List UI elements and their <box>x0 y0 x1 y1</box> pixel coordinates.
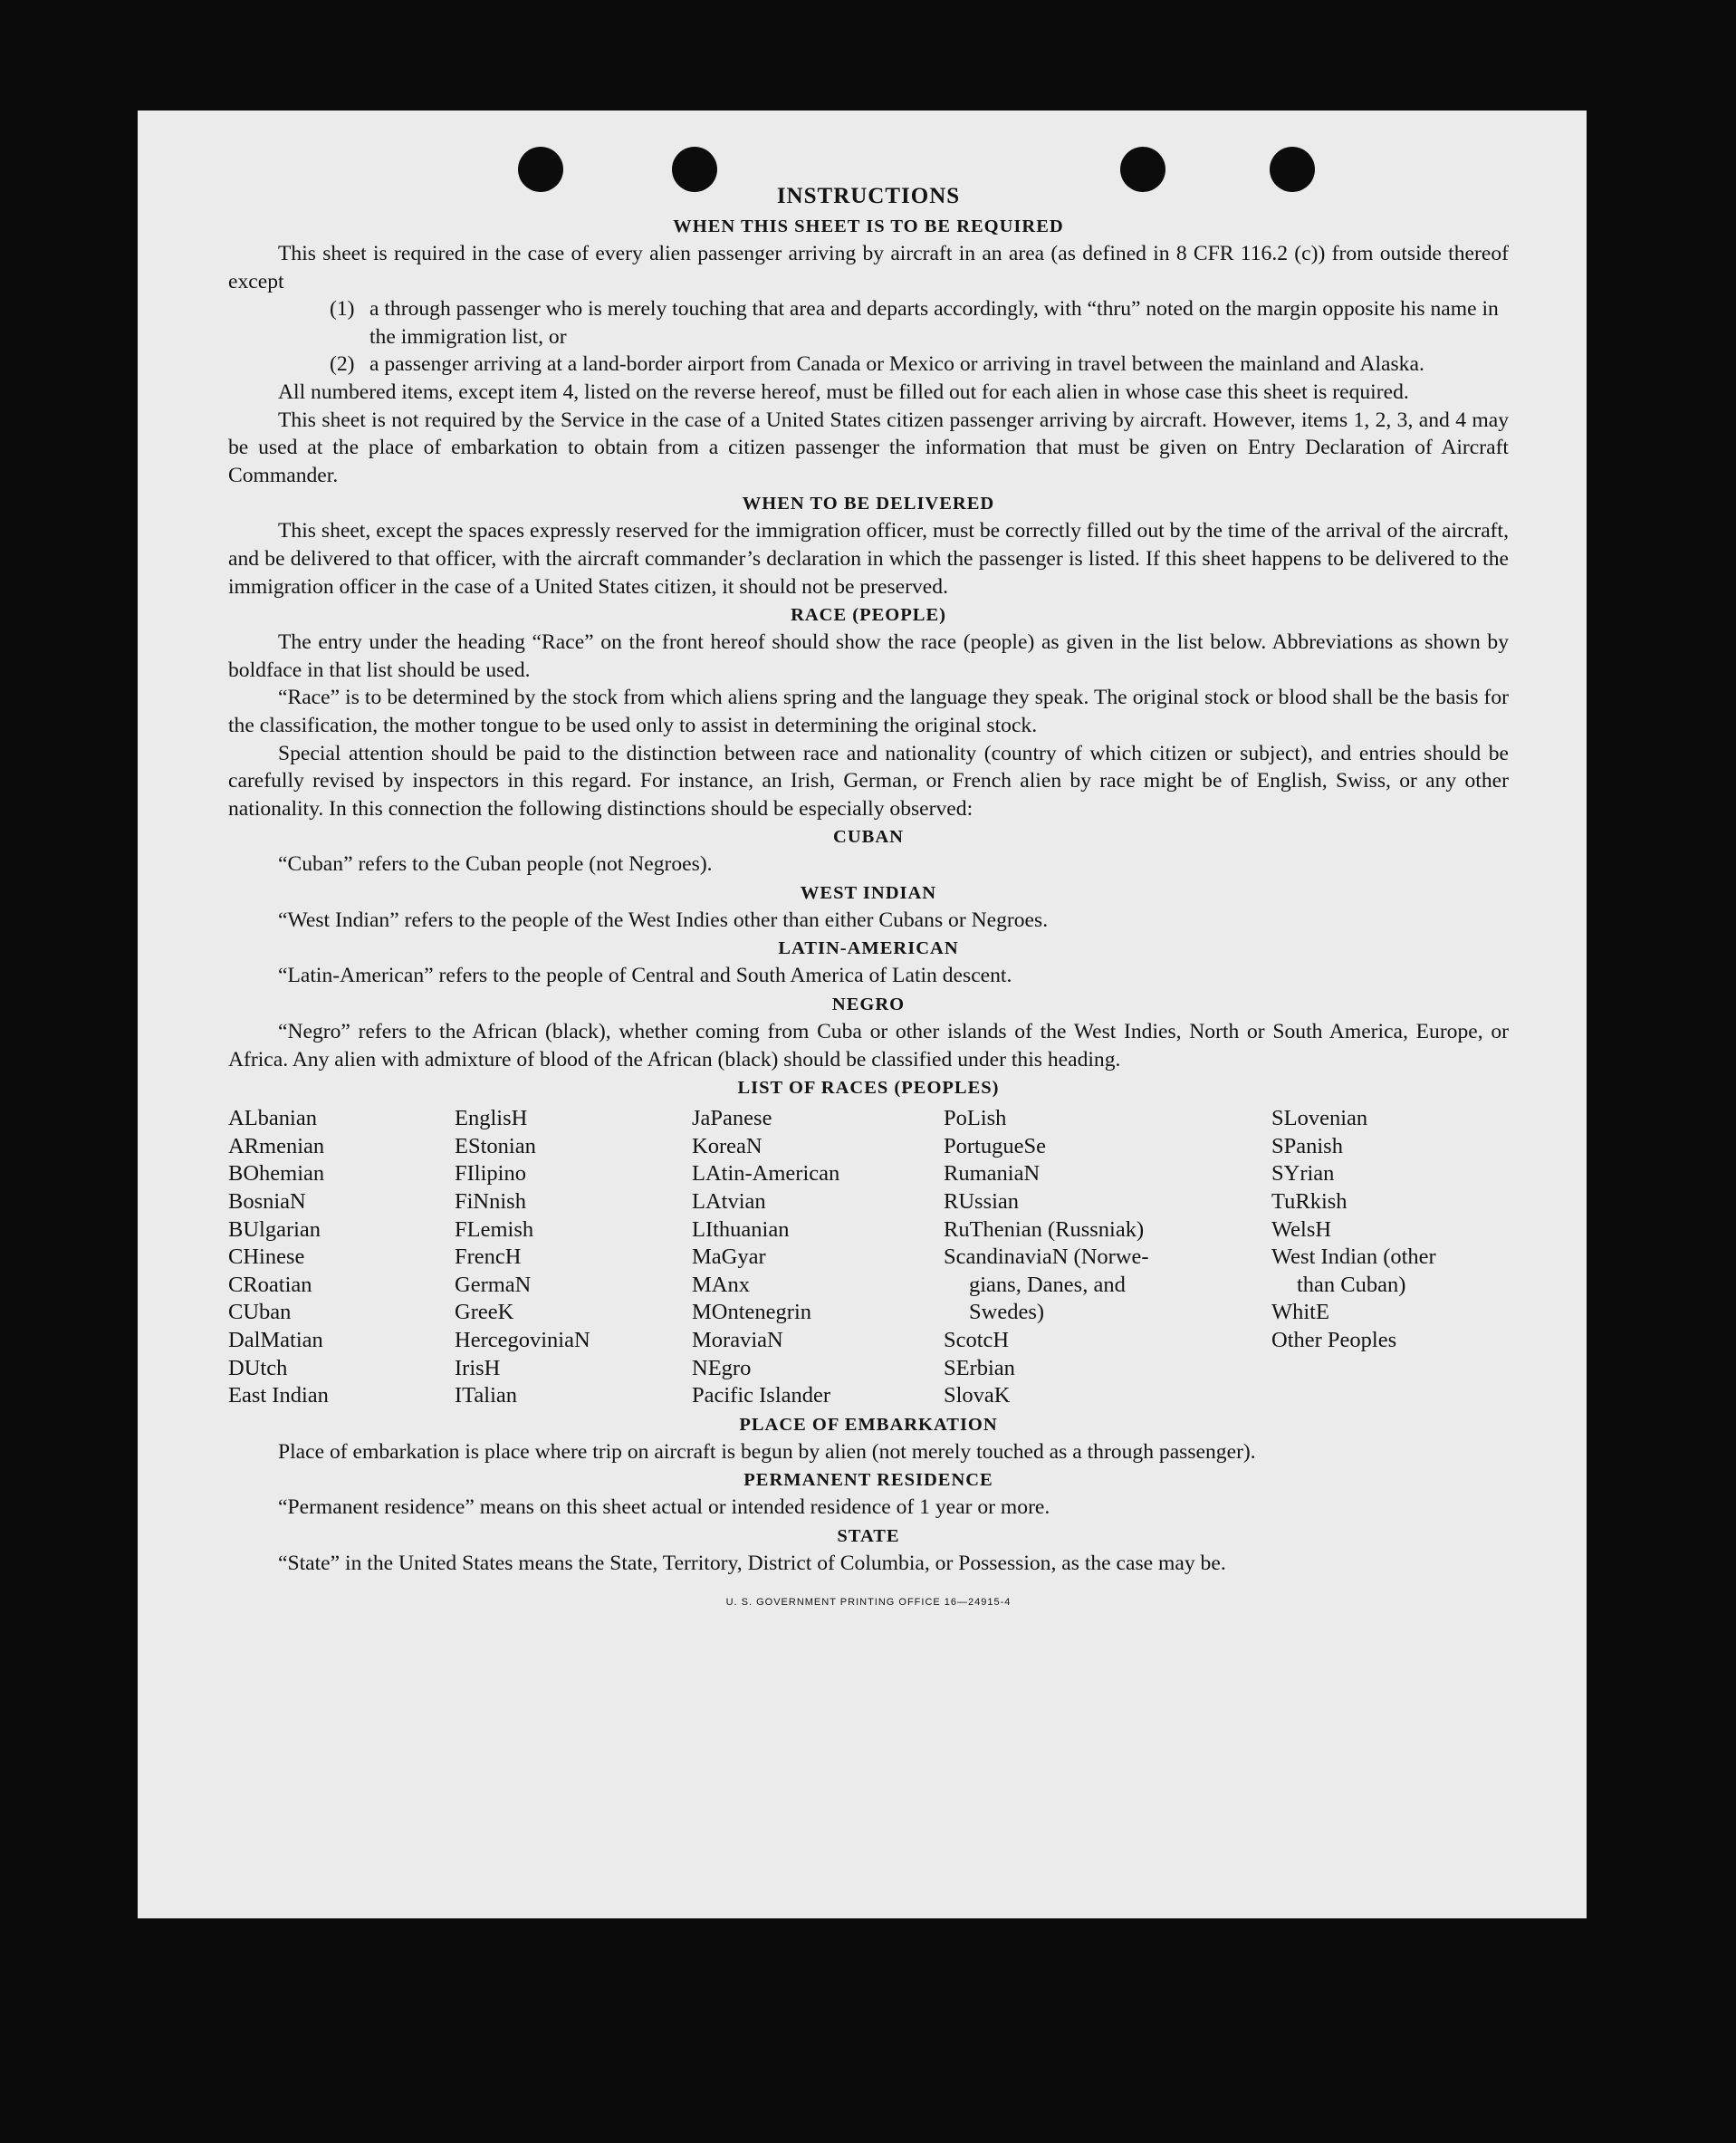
race-entry: BosniaN <box>228 1189 306 1215</box>
race-entry: DUtch <box>228 1355 288 1380</box>
race-entry: SPanish <box>1271 1133 1343 1158</box>
paragraph: “Latin-American” refers to the people of Central and South America of Latin descent. <box>278 964 1012 988</box>
item-text: a through passenger who is merely touching that area and departs accordingly, with “thru” noted on the margin opposite his name in the immigration list, or <box>369 297 1499 349</box>
race-entry: SlovaK <box>944 1383 1011 1408</box>
race-entry: WelsH <box>1271 1216 1332 1242</box>
race-entry: TuRkish <box>1271 1189 1348 1215</box>
race-entry: than Cuban) <box>1297 1272 1406 1297</box>
races-list <box>228 1105 1509 1410</box>
paragraph: This sheet is required in the case of every alien passenger arriving by aircraft in an area (as defined in 8 CFR 116.2 (c)) from outside thereof except <box>228 242 1509 293</box>
race-entry: RuThenian (Russniak) <box>944 1216 1145 1242</box>
races-column <box>944 1105 1271 1410</box>
paragraph: Place of embarkation is place where trip on aircraft is begun by alien (not merely touched as a through passenger). <box>278 1439 1256 1464</box>
race-entry: ARmenian <box>228 1133 325 1158</box>
race-entry: MaGyar <box>692 1244 766 1270</box>
race-entry: CHinese <box>228 1244 305 1270</box>
race-entry: FiNnish <box>455 1189 526 1215</box>
heading-when-required: WHEN THIS SHEET IS TO BE REQUIRED <box>673 216 1064 236</box>
race-entry: CRoatian <box>228 1272 312 1297</box>
race-entry: ScotcH <box>944 1328 1010 1352</box>
race-entry: RUssian <box>944 1189 1020 1215</box>
heading-west-indian: WEST INDIAN <box>800 882 937 903</box>
races-column <box>228 1105 455 1410</box>
item-number: (2) <box>330 352 355 377</box>
races-column <box>455 1105 692 1410</box>
paragraph: “Negro” refers to the African (black), whether coming from Cuba or other islands of the West Indies, North or South America, Europe, or Africa. Any alien with admixture of blood of the African (black) should be classified under this heading. <box>228 1020 1509 1072</box>
list-item <box>330 351 1509 379</box>
race-entry: LIthuanian <box>692 1216 790 1242</box>
race-entry: LAtin-American <box>692 1161 840 1187</box>
race-entry: SErbian <box>944 1355 1015 1380</box>
race-entry: MoraviaN <box>692 1328 783 1352</box>
race-entry: DalMatian <box>228 1328 323 1352</box>
heading-when-delivered: WHEN TO BE DELIVERED <box>742 494 995 514</box>
heading-list-of-races: LIST OF RACES (PEOPLES) <box>737 1078 1000 1099</box>
page-title: INSTRUCTIONS <box>776 184 961 208</box>
race-entry: SLovenian <box>1271 1106 1368 1131</box>
paragraph: This sheet is not required by the Service in the case of a United States citizen passenger arriving by aircraft. However, items 1, 2, 3, and 4 may be used at the place of embarkation to obtain from a citizen passenger the information that must be given on Entry Declaration of Aircraft Commander. <box>228 408 1509 487</box>
paragraph: “West Indian” refers to the people of the West Indies other than either Cubans or Negroes. <box>278 908 1049 932</box>
printer-imprint: U. S. GOVERNMENT PRINTING OFFICE 16—24915-4 <box>725 1596 1012 1608</box>
race-entry: HercegoviniaN <box>455 1328 590 1352</box>
paragraph: Special attention should be paid to the distinction between race and nationality (country of which citizen or subject), and entries should be carefully revised by inspectors in this regard. For instance, an Irish, German, or French alien by race might be of English, Swiss, or any other nationality. In this connection the following distinctions should be especially observed: <box>228 741 1509 821</box>
race-entry: East Indian <box>228 1383 329 1408</box>
race-entry: RumaniaN <box>944 1161 1041 1187</box>
races-column <box>692 1105 944 1410</box>
race-entry: ScandinaviaN (Norwe- <box>944 1244 1149 1270</box>
instructions-content <box>228 181 1509 1616</box>
race-entry: WhitE <box>1271 1300 1329 1325</box>
race-entry: KoreaN <box>692 1133 762 1158</box>
heading-cuban: CUBAN <box>833 827 904 848</box>
heading-latin-american: LATIN-AMERICAN <box>778 938 959 959</box>
race-entry: MOntenegrin <box>692 1300 811 1325</box>
race-entry: JaPanese <box>692 1106 772 1131</box>
race-entry: FIlipino <box>455 1161 526 1187</box>
race-entry: PoLish <box>944 1106 1007 1131</box>
race-entry: GermaN <box>455 1272 532 1297</box>
heading-negro: NEGRO <box>831 995 906 1015</box>
race-entry: BOhemian <box>228 1161 325 1187</box>
race-entry: ALbanian <box>228 1106 317 1131</box>
race-entry: FrencH <box>455 1244 522 1270</box>
heading-embarkation: PLACE OF EMBARKATION <box>739 1414 998 1435</box>
item-text: a passenger arriving at a land-border airport from Canada or Mexico or arriving in travel between the mainland and Alaska. <box>369 352 1424 377</box>
race-entry: PortugueSe <box>944 1133 1046 1158</box>
paragraph: This sheet, except the spaces expressly reserved for the immigration officer, must be correctly filled out by the time of the arrival of the aircraft, and be delivered to that officer, with the aircraft commander’s declaration in which the passenger is listed. If this sheet happens to be delivered to the immigration officer in the case of a United States citizen, it should not be preserved. <box>228 519 1509 599</box>
race-entry: West Indian (other <box>1271 1244 1436 1270</box>
race-entry: GreeK <box>455 1300 514 1325</box>
item-number: (1) <box>330 297 355 322</box>
race-entry: FLemish <box>455 1216 534 1242</box>
paragraph: All numbered items, except item 4, listed on the reverse hereof, must be filled out for each alien in whose case this sheet is required. <box>278 380 1409 404</box>
race-entry: ITalian <box>455 1383 518 1408</box>
race-entry: EnglisH <box>455 1106 528 1131</box>
heading-permanent-residence: PERMANENT RESIDENCE <box>743 1470 993 1491</box>
race-entry: Swedes) <box>969 1300 1045 1325</box>
paragraph: “State” in the United States means the State, Territory, District of Columbia, or Possession, as the case may be. <box>278 1551 1226 1575</box>
race-entry: Pacific Islander <box>692 1383 831 1408</box>
race-entry: NEgro <box>692 1355 752 1380</box>
race-entry: LAtvian <box>692 1189 766 1215</box>
race-entry: Other Peoples <box>1271 1328 1397 1352</box>
race-entry: SYrian <box>1271 1161 1335 1187</box>
document-sheet <box>138 111 1587 1918</box>
races-column <box>1271 1105 1509 1410</box>
race-entry: MAnx <box>692 1272 750 1297</box>
heading-state: STATE <box>837 1525 900 1546</box>
race-entry: EStonian <box>455 1133 536 1158</box>
race-entry: CUban <box>228 1300 292 1325</box>
paragraph: “Race” is to be determined by the stock from which aliens spring and the language they speak. The original stock or blood shall be the basis for the classification, the mother tongue to be used only to assist in determining the original stock. <box>228 686 1509 737</box>
heading-race: RACE (PEOPLE) <box>791 605 946 626</box>
paragraph: “Permanent residence” means on this sheet actual or intended residence of 1 year or more. <box>278 1495 1050 1520</box>
race-entry: IrisH <box>455 1355 501 1380</box>
race-entry: gians, Danes, and <box>969 1272 1126 1297</box>
list-item <box>330 295 1509 351</box>
paragraph: “Cuban” refers to the Cuban people (not Negroes). <box>278 852 713 877</box>
paragraph: The entry under the heading “Race” on the front hereof should show the race (people) as given in the list below. Abbreviations as shown by boldface in that list should be used. <box>228 630 1509 682</box>
race-entry: BUlgarian <box>228 1216 321 1242</box>
